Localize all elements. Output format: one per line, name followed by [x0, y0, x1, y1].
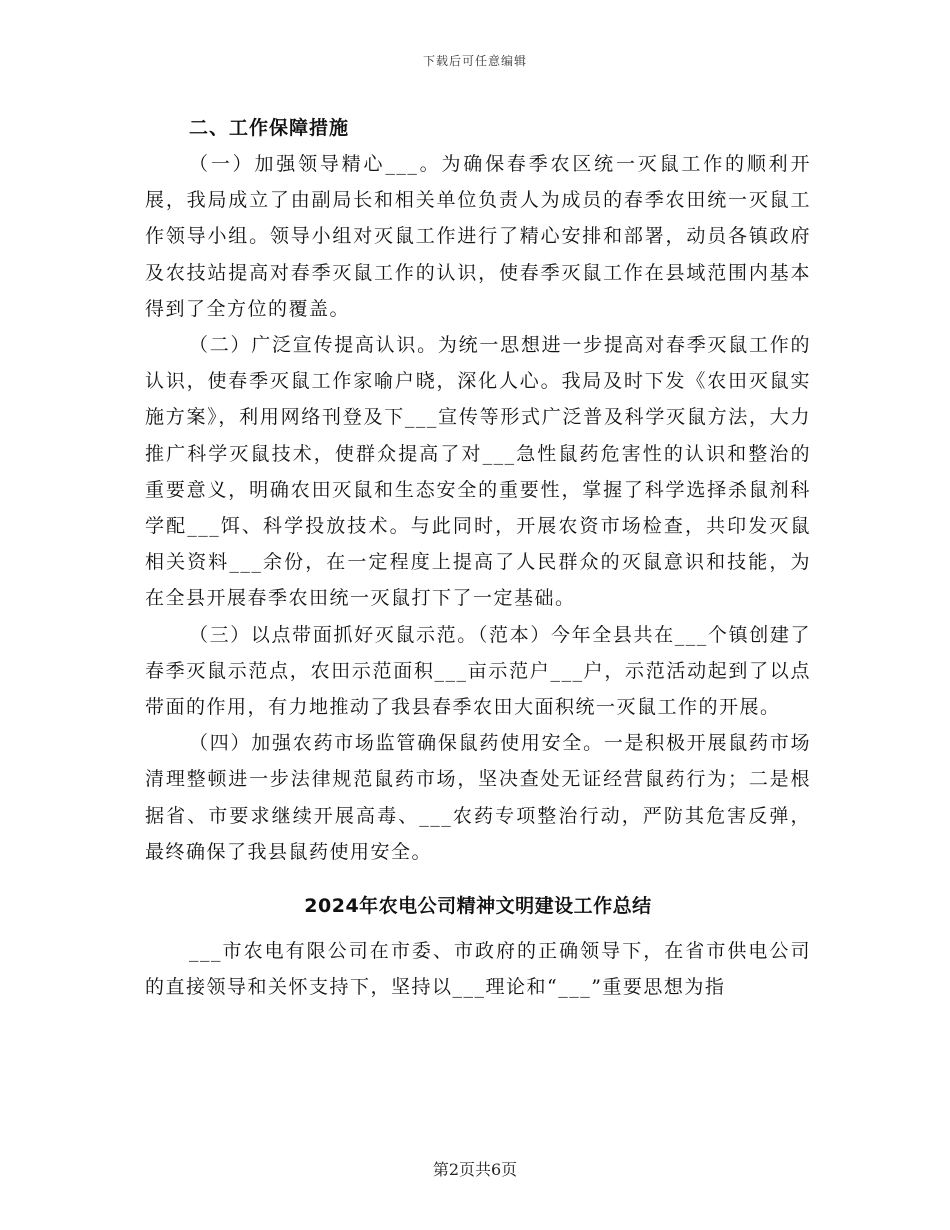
section-heading: 二、工作保障措施 [189, 117, 350, 139]
paragraph-publicity: （二）广泛宣传提高认识。为统一思想进一步提高对春季灭鼠工作的认识，使春季灭鼠工作家喻户晓，深化人心。我局及时下发《农田灭鼠实施方案》，利用网络刊登及下___宣传等形式广泛普及科学灭鼠方法，大力推广科学灭鼠技术，使群众提高了对___急性鼠药危害性的认识和整治的重要意义，明确农田灭鼠和生态安全的重要性，掌握了科学选择杀鼠剂科学配___饵、科学投放技术。与此同时，开展农资市场检查，共印发灭鼠相关资料___余份，在一定程度上提高了人民群众的灭鼠意识和技能，为在全县开展春季农田统一灭鼠打下了一定基础。 [145, 334, 811, 610]
paragraph-market-supervision: （四）加强农药市场监管确保鼠药使用安全。一是积极开展鼠药市场清理整顿进一步法律规范鼠药市场，坚决查处无证经营鼠药行为；二是根据省、市要求继续开展高毒、___农药专项整治行动，严防其危害反弹，最终确保了我县鼠药使用安全。 [145, 732, 811, 863]
paragraph-leadership: （一）加强领导精心___。为确保春季农区统一灭鼠工作的顺利开展，我局成立了由副局长和相关单位负责人为成员的春季农田统一灭鼠工作领导小组。领导小组对灭鼠工作进行了精心安排和部署，动员各镇政府及农技站提高对春季灭鼠工作的认识，使春季灭鼠工作在县域范围内基本得到了全方位的覆盖。 [145, 153, 811, 320]
header-note: 下载后可任意编辑 [422, 54, 527, 68]
article-intro-paragraph: ___市农电有限公司在市委、市政府的正确领导下，在省市供电公司的直接领导和关怀支持下，坚持以___理论和“___”重要思想为指 [145, 940, 811, 999]
document-body [145, 110, 811, 1005]
page-number: 第2页共6页 [432, 1160, 518, 1179]
paragraph-demonstration: （三）以点带面抓好灭鼠示范。（范本）今年全县共在___个镇创建了春季灭鼠示范点，农田示范面积___亩示范户___户，示范活动起到了以点带面的作用，有力地推动了我县春季农田大面积统一灭鼠工作的开展。 [145, 623, 811, 719]
article-title: 2024年农电公司精神文明建设工作总结 [304, 895, 652, 918]
